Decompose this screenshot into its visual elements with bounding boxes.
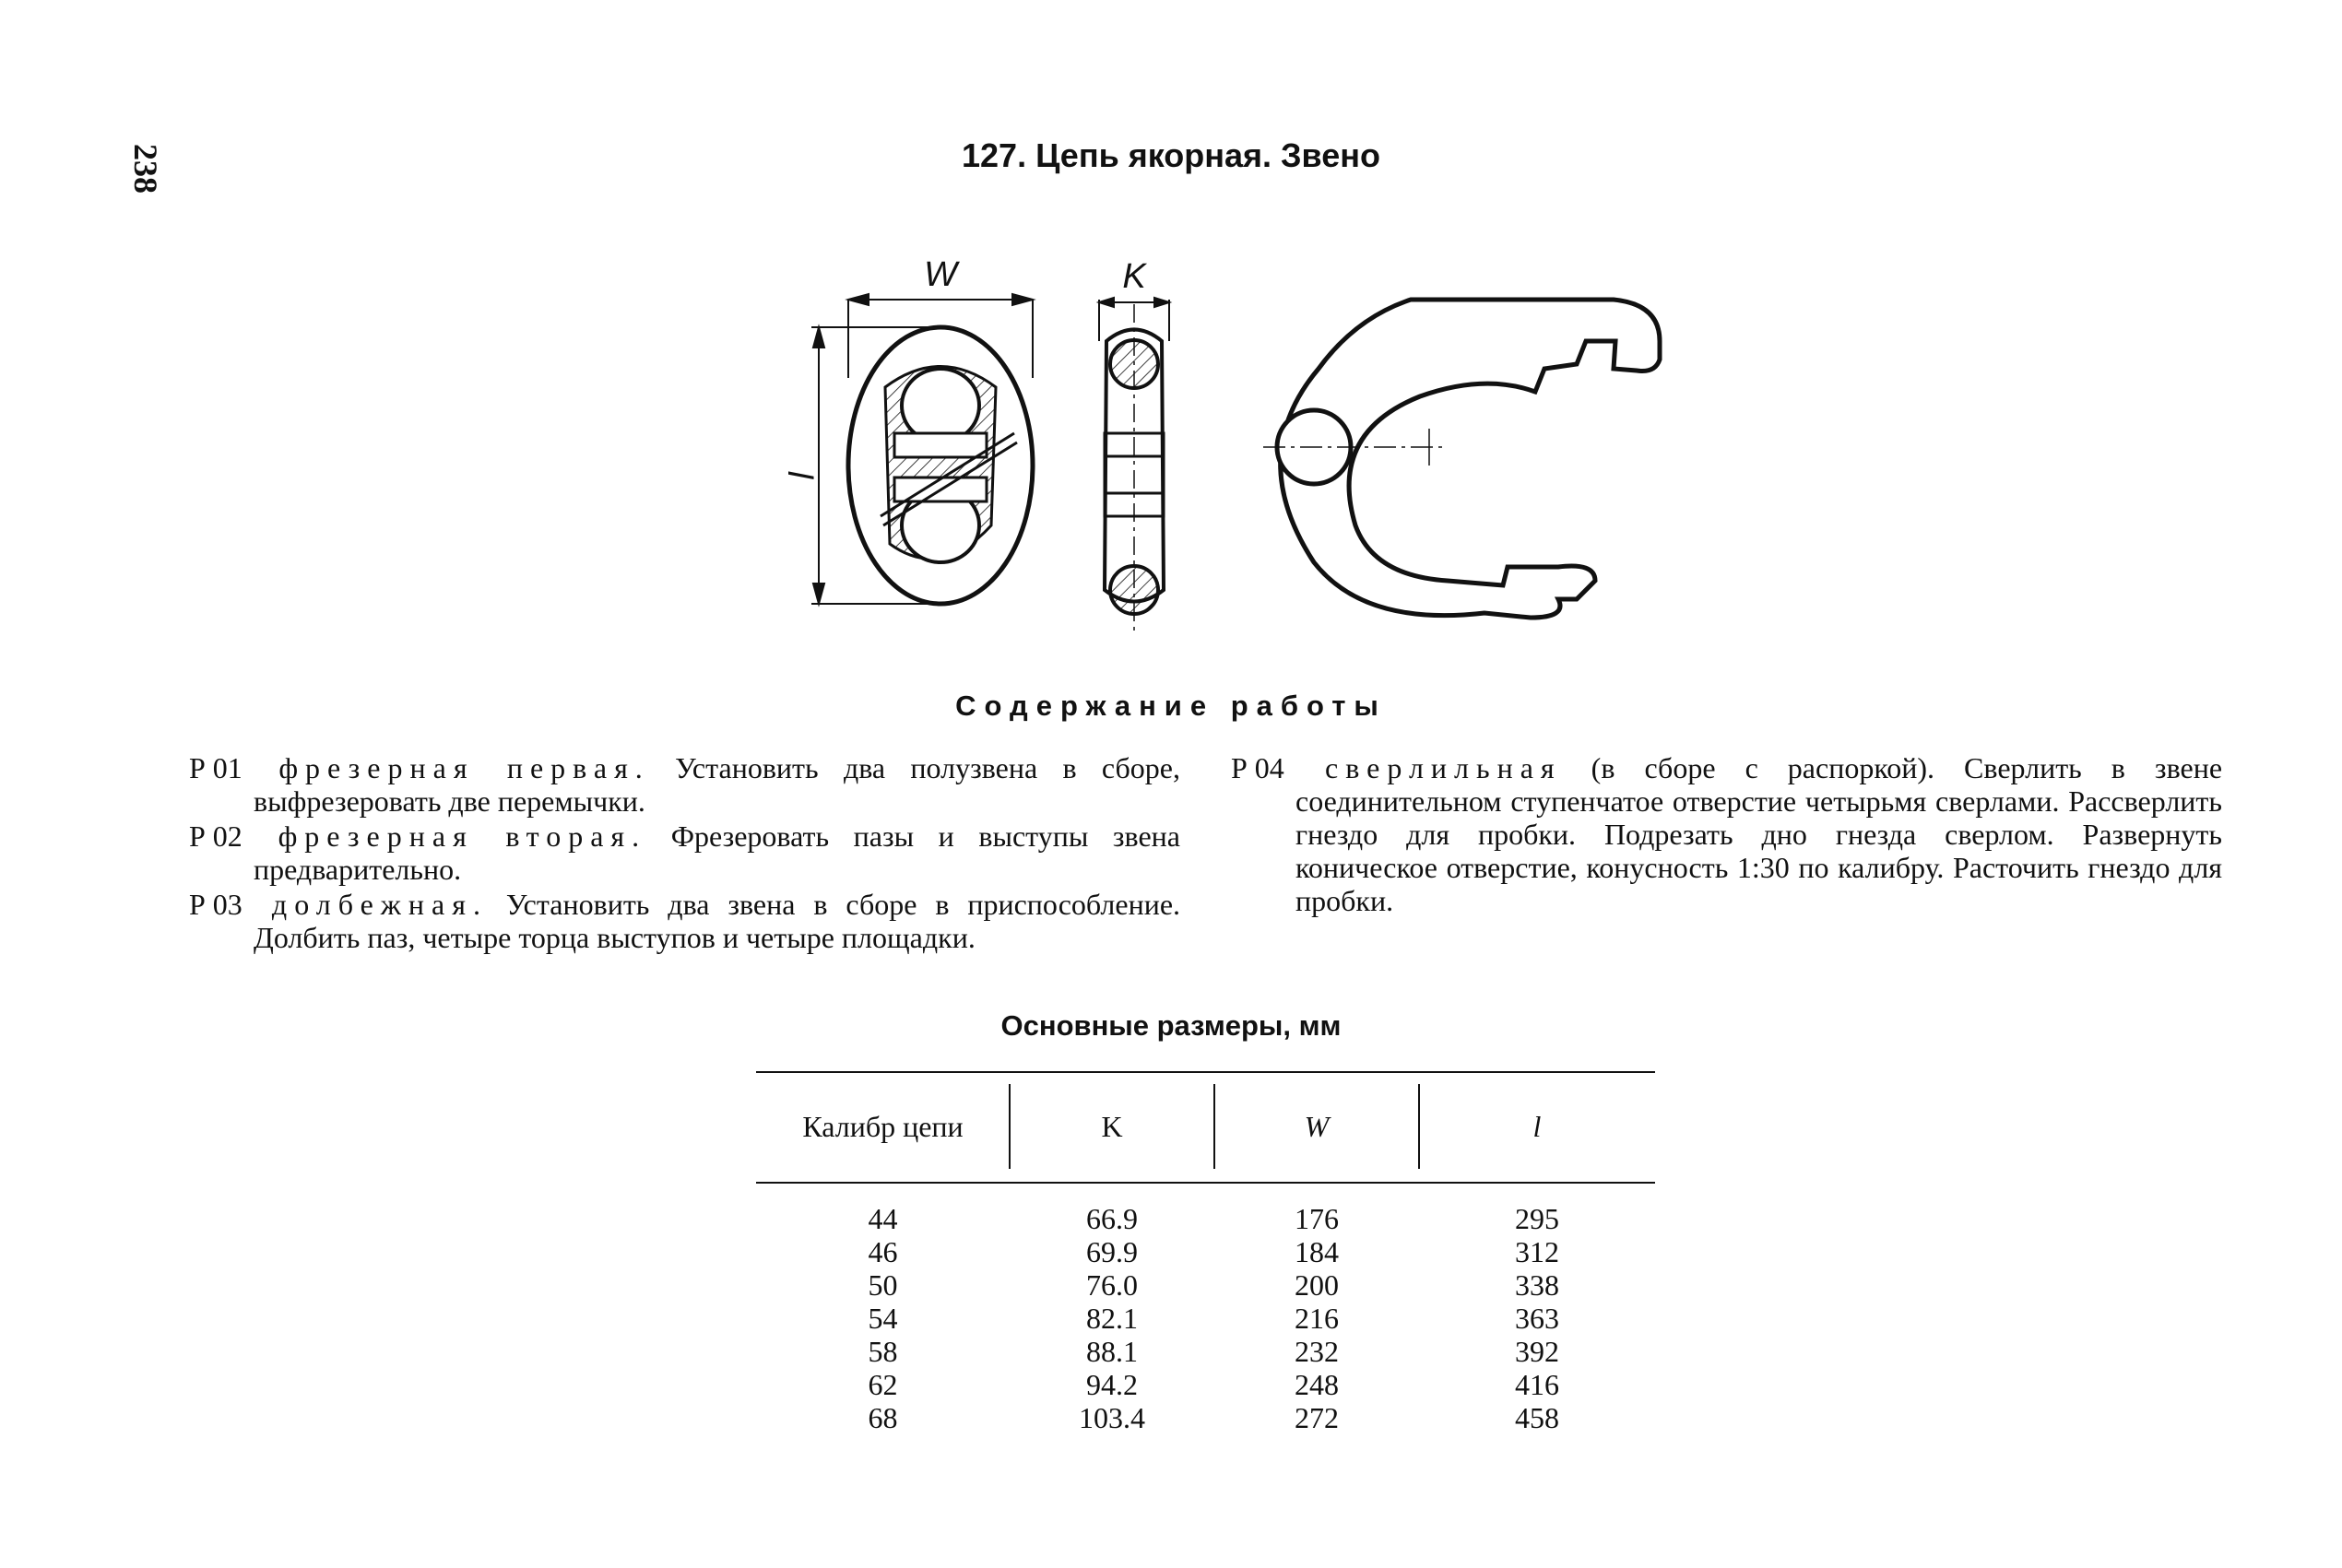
table-cell: 58 — [868, 1335, 898, 1368]
table-cell: 66.9 — [1086, 1202, 1138, 1235]
table-cell: 82.1 — [1086, 1302, 1138, 1335]
op-text: Установить два полузвена в сборе, выфрезеровать две перемычки. — [254, 751, 1180, 818]
table-cell: 295 — [1515, 1202, 1559, 1235]
table-cell: 363 — [1515, 1302, 1559, 1335]
op-code: Р 02 — [189, 819, 242, 853]
table-cell: 216 — [1295, 1302, 1339, 1335]
op-name: фрезерная первая. — [278, 751, 650, 784]
label-w: W — [924, 255, 957, 294]
header-l: l — [1532, 1110, 1542, 1143]
operation-item — [1231, 751, 2222, 917]
table-row — [756, 1235, 1655, 1268]
table-header-rule — [756, 1182, 1655, 1184]
page-title: 127. Цепь якорная. Звено — [962, 136, 1380, 174]
table-cell: 458 — [1515, 1401, 1559, 1434]
table-cell: 272 — [1295, 1401, 1339, 1434]
header-caliber: Калибр цепи — [802, 1110, 964, 1143]
table-cell: 88.1 — [1086, 1335, 1138, 1368]
table-cell: 44 — [868, 1202, 898, 1235]
table-row — [756, 1401, 1655, 1434]
table-body — [756, 1202, 1655, 1434]
table-cell: 54 — [868, 1302, 898, 1335]
column-divider — [1213, 1084, 1215, 1169]
section-heading: Содержание работы — [955, 690, 1387, 722]
table-cell: 338 — [1515, 1268, 1559, 1302]
op-code: Р 04 — [1231, 751, 1284, 784]
table-cell: 416 — [1515, 1368, 1559, 1401]
front-view — [848, 327, 1033, 604]
table-cell: 50 — [868, 1268, 898, 1302]
operation-item — [189, 888, 1180, 954]
op-code: Р 03 — [189, 888, 242, 921]
column-divider — [1009, 1084, 1011, 1169]
side-view — [1105, 304, 1164, 636]
table-cell: 68 — [868, 1401, 898, 1434]
table-cell: 103.4 — [1079, 1401, 1145, 1434]
op-text: Фрезеровать пазы и выступы звена предварительно. — [254, 819, 1180, 886]
table-cell: 232 — [1295, 1335, 1339, 1368]
op-name: сверлильная — [1325, 751, 1562, 784]
op-code: Р 01 — [189, 751, 242, 784]
header-w: W — [1304, 1110, 1330, 1143]
table-row — [756, 1368, 1655, 1401]
label-l: l — [780, 470, 819, 479]
table-title: Основные размеры, мм — [1000, 1009, 1342, 1042]
table-header-row — [756, 1084, 1655, 1169]
header-k: K — [1101, 1110, 1123, 1143]
table-cell: 176 — [1295, 1202, 1339, 1235]
table-row — [756, 1335, 1655, 1368]
table-cell: 69.9 — [1086, 1235, 1138, 1268]
operations-right — [1231, 751, 2222, 919]
table-row — [756, 1268, 1655, 1302]
op-name: долбежная. — [271, 888, 488, 921]
table-cell: 200 — [1295, 1268, 1339, 1302]
table-cell: 62 — [868, 1368, 898, 1401]
page-number: 238 — [127, 144, 164, 194]
column-divider — [1418, 1084, 1420, 1169]
table-cell: 184 — [1295, 1235, 1339, 1268]
table-cell: 248 — [1295, 1368, 1339, 1401]
label-k: K — [1122, 257, 1146, 296]
half-link-view — [1263, 300, 1660, 618]
operations-left — [189, 751, 1180, 956]
table-row — [756, 1302, 1655, 1335]
op-text: (в сборе с распоркой). Сверлить в звене соединительном ступенчатое отверстие четырьмя сверлами. Рассверлить гнездо для пробки. Подрезать дно гнезда сверлом. Развернуть коническое отверстие, конусность 1:30 по калибру. Расточить гнездо для пробки. — [1295, 751, 2223, 917]
operation-item — [189, 751, 1180, 818]
table-cell: 46 — [868, 1235, 898, 1268]
operation-item — [189, 819, 1180, 886]
table-cell: 94.2 — [1086, 1368, 1138, 1401]
table-cell: 312 — [1515, 1235, 1559, 1268]
table-row — [756, 1202, 1655, 1235]
table-top-rule — [756, 1071, 1655, 1073]
table-cell: 392 — [1515, 1335, 1559, 1368]
op-name: фрезерная вторая. — [278, 819, 647, 853]
op-text: Установить два звена в сборе в приспособление. Долбить паз, четыре торца выступов и четыре площадки. — [254, 888, 1181, 954]
table-cell: 76.0 — [1086, 1268, 1138, 1302]
chain-link-drawing — [780, 249, 1678, 636]
